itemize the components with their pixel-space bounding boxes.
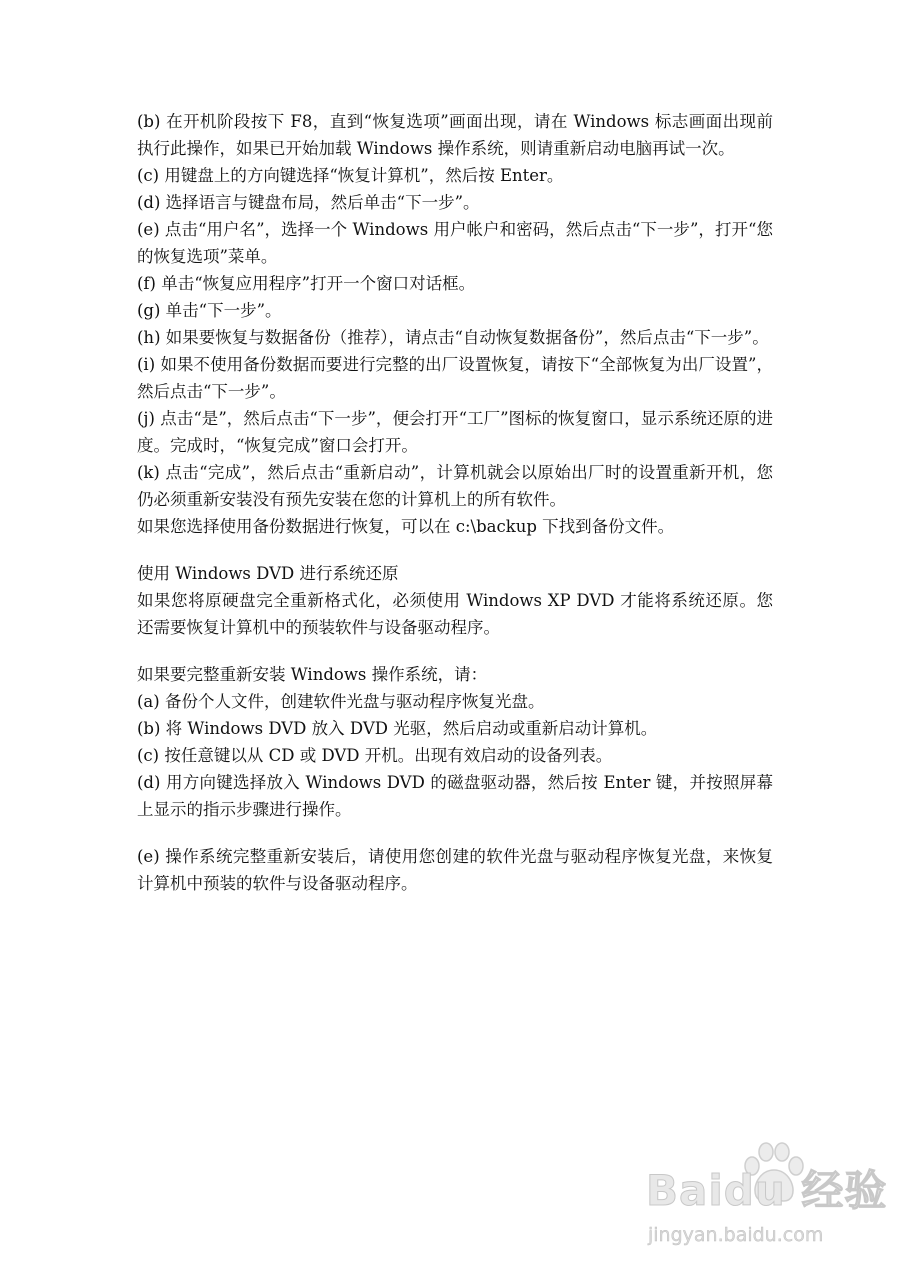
section-intro: 如果您将原硬盘完全重新格式化，必须使用 Windows XP DVD 才能将系统还原。您还需要恢复计算机中的预装软件与设备驱动程序。 [137, 591, 773, 637]
step-h: (h) 如果要恢复与数据备份（推荐），请点击“自动恢复数据备份”，然后点击“下一步”。 [137, 328, 769, 347]
watermark-logo: Baidu 经验 [646, 1166, 888, 1215]
reinstall-step-a: (a) 备份个人文件，创建软件光盘与驱动程序恢复光盘。 [137, 692, 545, 711]
step-g: (g) 单击“下一步”。 [137, 301, 282, 320]
step-b: (b) 在开机阶段按下 F8，直到“恢复选项”画面出现，请在 Windows 标志画面出现前执行此操作，如果已开始加载 Windows 操作系统，则请重新启动电脑再试一次。 [137, 112, 773, 158]
step-i: (i) 如果不使用备份数据而要进行完整的出厂设置恢复，请按下“全部恢复为出厂设置”，然后点击“下一步”。 [137, 355, 773, 401]
step-e: (e) 点击“用户名”，选择一个 Windows 用户帐户和密码，然后点击“下一步”，打开“您的恢复选项”菜单。 [137, 220, 773, 266]
watermark-url: jingyan.baidu.com [648, 1224, 824, 1246]
step-d: (d) 选择语言与键盘布局，然后单击“下一步”。 [137, 193, 480, 212]
section-heading: 使用 Windows DVD 进行系统还原 [137, 564, 399, 583]
reinstall-intro: 如果要完整重新安装 Windows 操作系统，请： [137, 665, 488, 684]
reinstall-step-e: (e) 操作系统完整重新安装后，请使用您创建的软件光盘与驱动程序恢复光盘，来恢复计算机中预装的软件与设备驱动程序。 [137, 847, 773, 893]
backup-note: 如果您选择使用备份数据进行恢复，可以在 c:\backup 下找到备份文件。 [137, 517, 675, 536]
spacer [137, 641, 773, 661]
reinstall-step-c: (c) 按任意键以从 CD 或 DVD 开机。出现有效启动的设备列表。 [137, 746, 613, 765]
spacer [137, 540, 773, 560]
spacer [137, 823, 773, 843]
reinstall-step-b: (b) 将 Windows DVD 放入 DVD 光驱，然后启动或重新启动计算机。 [137, 719, 658, 738]
step-j: (j) 点击“是”，然后点击“下一步”，便会打开“工厂”图标的恢复窗口，显示系统还原的进度。完成时，“恢复完成”窗口会打开。 [137, 409, 773, 455]
step-k: (k) 点击“完成”，然后点击“重新启动”，计算机就会以原始出厂时的设置重新开机，您仍必须重新安装没有预先安装在您的计算机上的所有软件。 [137, 463, 773, 509]
baidu-watermark [640, 1140, 888, 1260]
step-c: (c) 用键盘上的方向键选择“恢复计算机”，然后按 Enter。 [137, 166, 564, 185]
step-f: (f) 单击“恢复应用程序”打开一个窗口对话框。 [137, 274, 476, 293]
reinstall-step-d: (d) 用方向键选择放入 Windows DVD 的磁盘驱动器，然后按 Enter 键，并按照屏幕上显示的指示步骤进行操作。 [137, 773, 773, 819]
document-body [137, 108, 773, 897]
